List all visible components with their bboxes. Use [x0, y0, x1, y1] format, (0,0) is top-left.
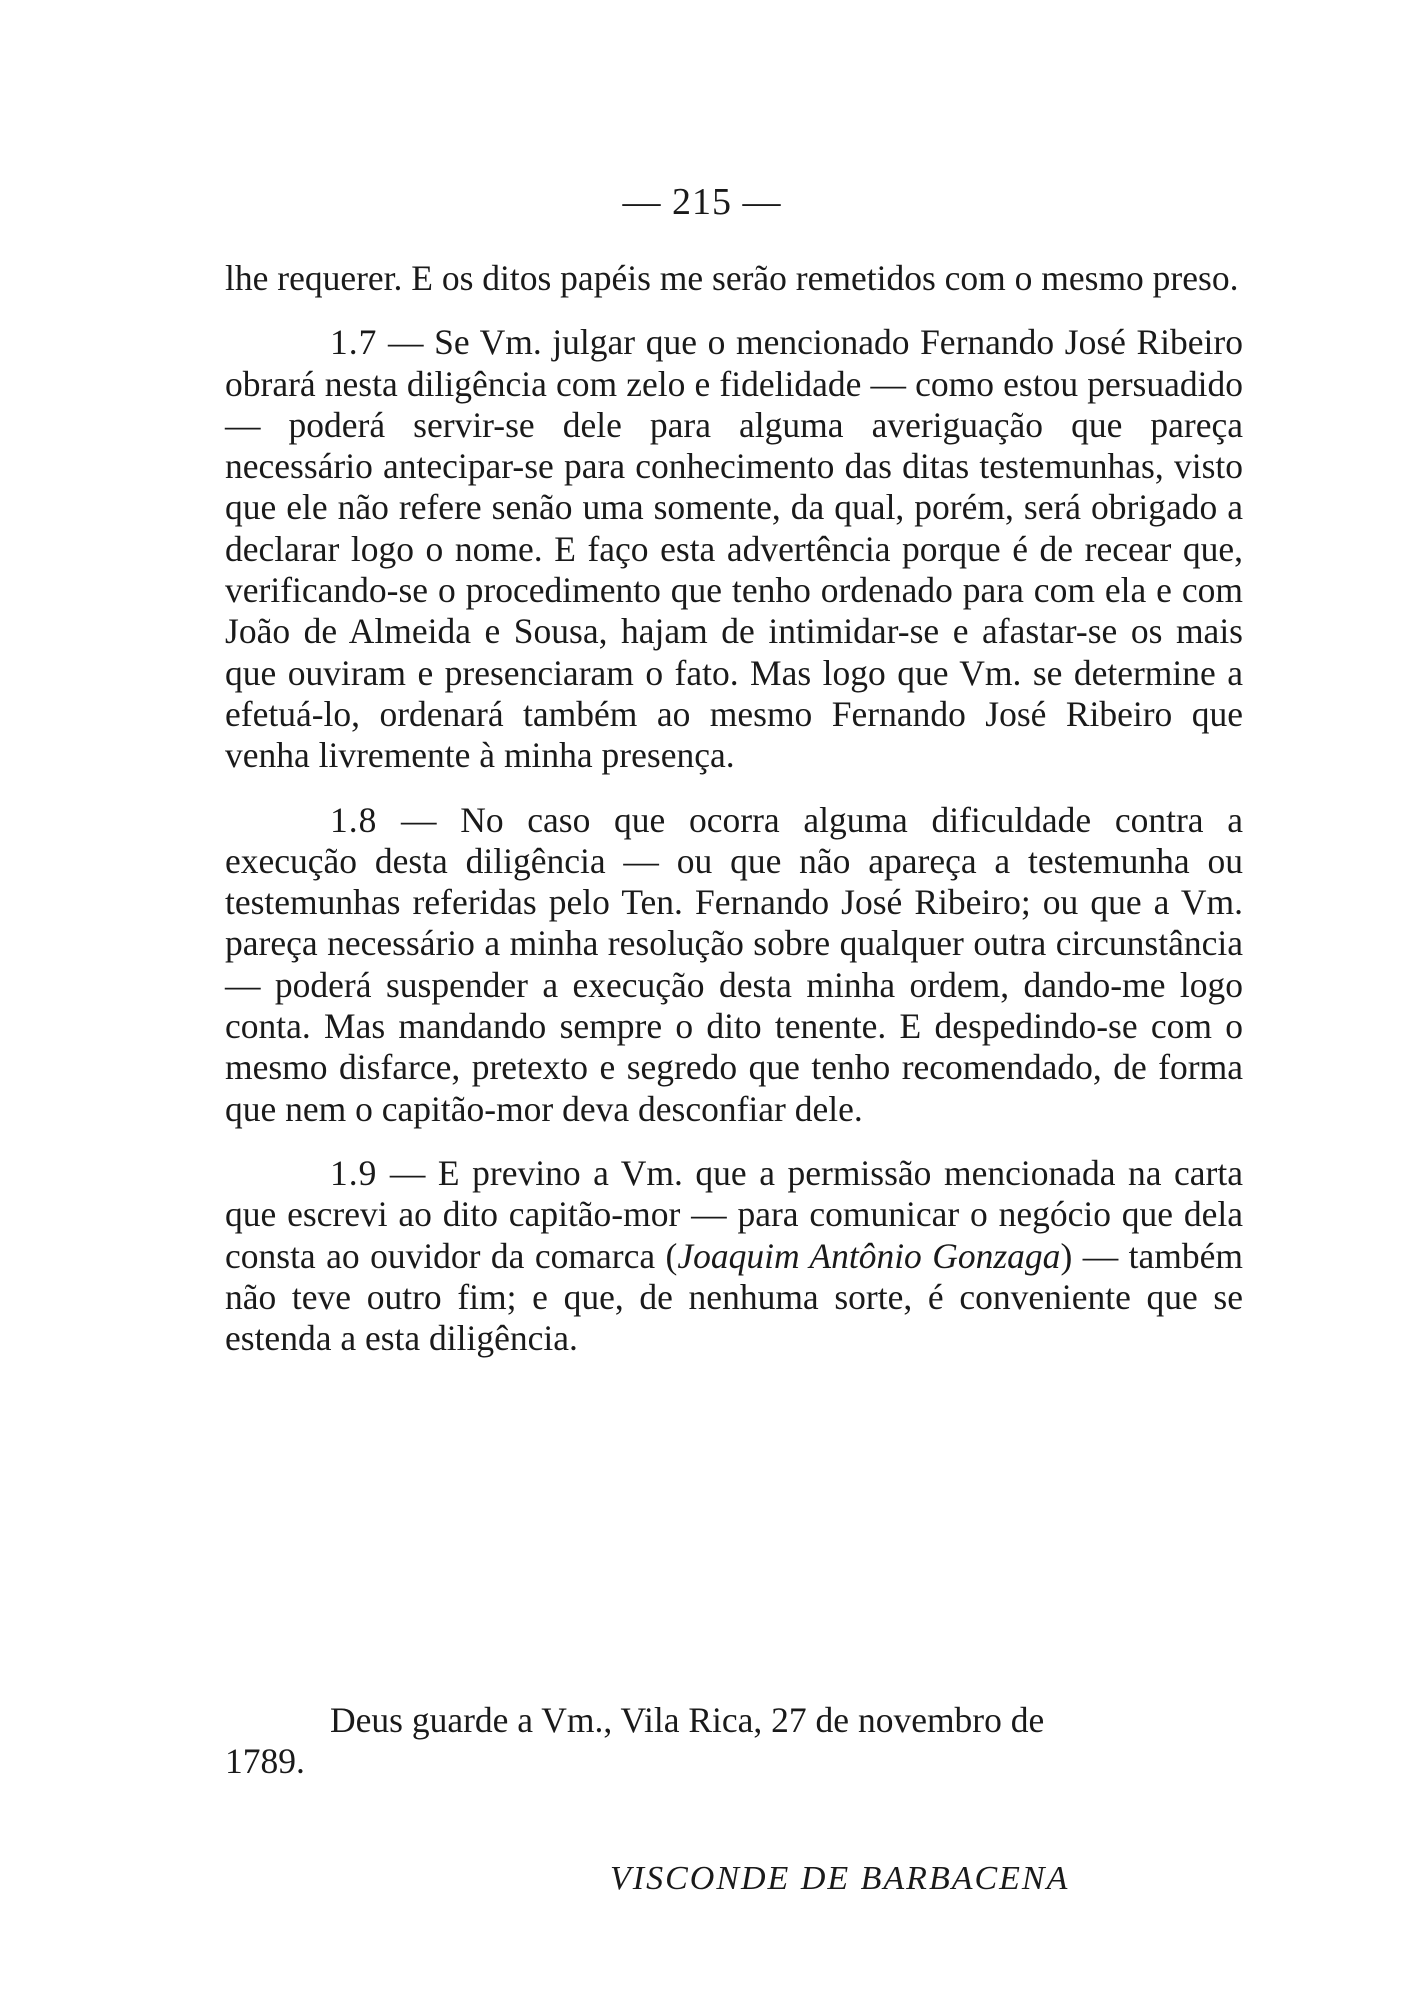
closing-line: Deus guarde a Vm., Vila Rica, 27 de novembro de — [330, 1700, 1045, 1740]
signature: VISCONDE DE BARBACENA — [610, 1860, 1070, 1897]
section-number: 1.9 — [330, 1152, 378, 1193]
paragraph-text: — No caso que ocorra alguma dificuldade contra a execução desta diligência — ou que não apareça a testemunha ou testemunhas referidas pelo Ten. Fernando José Ribeiro; ou que a Vm. pareça necessário a minha resolução sobre qualquer outra circunstância — poderá suspender a execução desta minha ordem, dando-me logo conta. Mas mandando sempre o dito tenente. E despedindo-se com o mesmo disfarce, pretexto e segredo que tenho recomendado, de forma que nem o capitão-mor deva desconfiar dele. — [225, 799, 1243, 1129]
paragraph-text: — E previno a Vm. que a permissão mencionada na carta que escrevi ao dito capitão-mor — para comunicar o negócio que dela consta ao ouvidor da comarca ( — [225, 1152, 1243, 1276]
italic-name: Joaquim Antônio Gonzaga — [677, 1235, 1061, 1276]
paragraph-1-8 — [225, 800, 1243, 1130]
closing-year: 1789. — [225, 1741, 305, 1782]
closing-salutation — [225, 1700, 1243, 1783]
paragraph-text: — Se Vm. julgar que o mencionado Fernando José Ribeiro obrará nesta diligência com zelo e fidelidade — como estou persuadido — poderá servir-se dele para alguma averiguação que pareça necessário antecipar-se para conhecimento das ditas testemunhas, visto que ele não refere senão uma somente, da qual, porém, será obrigado a declarar logo o nome. E faço esta advertência porque é de recear que, verificando-se o procedimento que tenho ordenado para com ela e com João de Almeida e Sousa, hajam de intimidar-se e afastar-se os mais que ouviram e presenciaram o fato. Mas logo que Vm. se determine a efetuá-lo, ordenará também ao mesmo Fernando José Ribeiro que venha livremente à minha presença. — [225, 322, 1243, 776]
body-text — [225, 258, 1243, 1359]
paragraph-1-9 — [225, 1153, 1243, 1359]
section-number: 1.7 — [330, 322, 378, 363]
section-number: 1.8 — [330, 799, 378, 840]
page-number: — 215 — — [622, 181, 782, 223]
paragraph-continuation: lhe requerer. E os ditos papéis me serão remetidos com o mesmo preso. — [225, 258, 1239, 298]
paragraph-text: ) — também não teve outro fim; e que, de nenhuma sorte, é conveniente que se estenda a esta diligência. — [225, 1235, 1243, 1359]
paragraph-1-7 — [225, 322, 1243, 776]
